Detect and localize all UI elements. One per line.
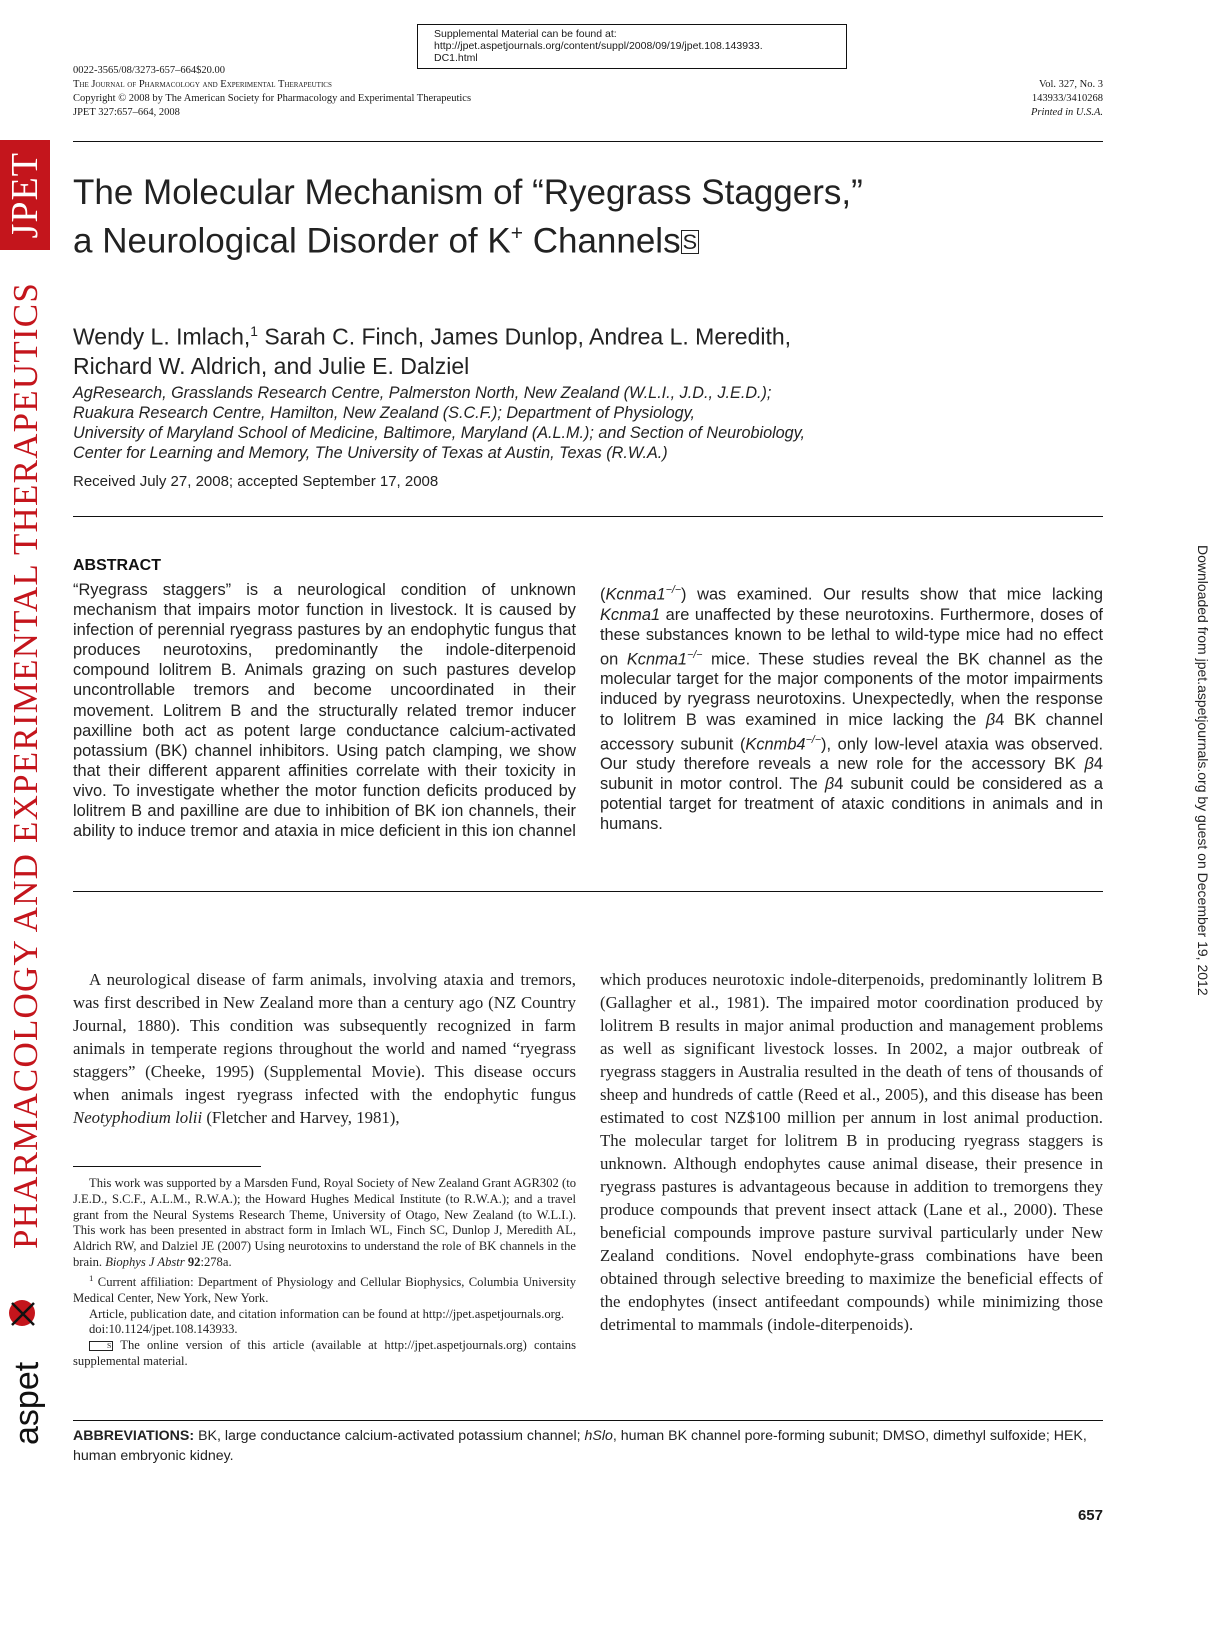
- citation-line: JPET 327:657–664, 2008: [73, 107, 180, 118]
- title-superscript: +: [510, 222, 523, 245]
- footnote-doi: doi:10.1124/jpet.108.143933.: [89, 1322, 238, 1337]
- title-line-2a: a Neurological Disorder of K: [73, 221, 511, 261]
- funding-journal: Biophys J Abstr: [105, 1254, 185, 1269]
- footnote-supplemental: [73, 1338, 576, 1370]
- journal-name-line: The Journal of Pharmacology and Experimental Therapeutics: [73, 79, 332, 90]
- gene-superscript: −/−: [665, 584, 682, 596]
- logo-text: aspet: [8, 1361, 46, 1445]
- authors: [73, 317, 791, 381]
- body-left-text-a: A neurological disease of farm animals, involving ataxia and tremors, was first described in New Zealand more than a century ago (NZ Country Journal, 1880). This condition was subsequently recognized in farm animals in temperate regions throughout the world and named “ryegrass staggers” (Cheeke, 1995) (Supplemental Movie). This disease occurs when animals ingest ryegrass infected with the endophytic fungus: [73, 970, 576, 1104]
- supplemental-s-icon: S: [682, 229, 698, 255]
- hslo-term: hSlo: [584, 1428, 613, 1444]
- jpet-badge: [0, 140, 50, 250]
- jpet-badge-text: JPET: [4, 151, 46, 239]
- abbreviations-rule: [73, 1420, 1103, 1421]
- gene-kcnma1: Kcnma1: [605, 585, 666, 604]
- gene-kcnmb4: Kcnmb4: [745, 735, 806, 754]
- funding-text-a: This work was supported by a Marsden Fund, Royal Society of New Zealand Grant AGR302 (to J.E.D., S.C.F., A.L.M., R.W.A.); the Howard Hughes Medical Institute (to R.W.A.); and a travel grant from the Neural Systems Research Theme, University of Otago, New Zealand (to W.L.I.). This work has been presented in abstract form in Imlach WL, Finch SC, Dunlop J, Meredith AL, Aldrich RW, and Dalziel JE (2007) Using neurotoxins to understand the role of BK channels in the brain.: [73, 1176, 576, 1269]
- footnote-article-info: Article, publication date, and citation information can be found at http://jpet.aspetjournals.org.: [89, 1306, 565, 1321]
- abs-text-b: are unaffected by these neurotoxins. Furthermore, doses of these substances known to be lethal to wild-type mice had no effect on: [600, 605, 1103, 669]
- abs-text-g: 4 subunit could be considered as a potential target for treatment of ataxic conditions in animals and in humans.: [600, 775, 1103, 834]
- authors-line-2: Richard W. Aldrich, and Julie E. Dalziel: [73, 352, 470, 379]
- issn-line: 0022-3565/08/3273-657–664$20.00: [73, 65, 225, 76]
- header-meta-right: [900, 78, 1103, 120]
- body-left-column: [73, 968, 576, 1129]
- footnote-supp-text: The online version of this article (available at http://jpet.aspetjournals.org) contains supplemental material.: [73, 1338, 576, 1368]
- abs-text-d: 4 BK channel accessory subunit (: [600, 710, 1103, 754]
- article-title: [73, 172, 863, 262]
- abbrev-text-a: BK, large conductance calcium-activated potassium channel;: [194, 1428, 585, 1444]
- funding-text-b: :278a.: [200, 1254, 232, 1269]
- authors-rest: Sarah C. Finch, James Dunlop, Andrea L. Meredith,: [257, 323, 792, 350]
- abs-text-e: ), only low-level ataxia was observed. Our study therefore reveals a new role for the accessory BK: [600, 735, 1103, 774]
- received-dates: Received July 27, 2008; accepted September 17, 2008: [73, 473, 439, 490]
- copyright-line: Copyright © 2008 by The American Society for Pharmacology and Experimental Therapeutics: [73, 93, 472, 104]
- aspet-logo: [0, 1285, 52, 1455]
- title-line-2b: Channels: [522, 221, 681, 261]
- volume-line: Vol. 327, No. 3: [1039, 79, 1103, 90]
- abs-text-f: 4 subunit in motor control. The: [600, 755, 1103, 794]
- authors-line-1: [73, 317, 791, 352]
- abbreviations: [73, 1426, 1103, 1466]
- affiliation-line-1: AgResearch, Grasslands Research Centre, Palmerston North, New Zealand (W.L.I., J.D., J.E.D.);: [73, 384, 772, 402]
- abstract-right-column: [600, 580, 1103, 835]
- beta-symbol-2: β: [1084, 755, 1094, 774]
- spine-journal-text: PHARMACOLOGY AND EXPERIMENTAL THERAPEUTICS: [6, 282, 45, 1250]
- abstract-top-rule: [73, 516, 1103, 517]
- beta-symbol: β: [985, 710, 996, 729]
- footnote-1-text: Current affiliation: Department of Physiology and Cellular Biophysics, Columbia University Medical Center, New York, New York.: [73, 1274, 576, 1305]
- spine-journal-title: [5, 256, 47, 1276]
- supplemental-line-1: Supplemental Material can be found at:: [434, 28, 617, 40]
- gene-superscript-3: −/−: [686, 648, 703, 661]
- header-meta-left: [73, 64, 713, 120]
- gene-kcnma1-3: Kcnma1: [626, 650, 687, 669]
- abbrev-text-b: , human BK channel pore-forming subunit; DMSO, dimethyl sulfoxide; HEK, human embryonic kidney.: [73, 1428, 1087, 1464]
- title-line-1: The Molecular Mechanism of “Ryegrass Staggers,”: [73, 173, 863, 212]
- footnote-1-mark: 1: [89, 1272, 94, 1283]
- funding-volume: 92: [184, 1254, 201, 1269]
- printed-line: Printed in U.S.A.: [1030, 107, 1103, 118]
- abstract-heading: ABSTRACT: [73, 557, 161, 574]
- download-notice: [1190, 545, 1216, 1365]
- abs-text-a: ) was examined. Our results show that mice lacking: [681, 585, 1103, 604]
- abbreviations-label: ABBREVIATIONS:: [73, 1428, 195, 1444]
- supplemental-link-end[interactable]: DC1.html: [434, 52, 478, 64]
- abstract-left-column: “Ryegrass staggers” is a neurological condition of unknown mechanism that impairs motor function in livestock. It is caused by infection of perennial ryegrass pastures by an endophytic fungus that produces neurotoxins, predominantly the indole-diterpenoid compound lolitrem B. Animals grazing on such pastures develop uncontrollable tremors and become uncoordinated in their movement. Lolitrem B and the structurally related tremor inducer paxilline both act as potent large conductance calcium-activated potassium (BK) channel inhibitors. Using patch clamping, we show that their different apparent affinities correlate with their toxicity in vivo. To investigate whether the motor function deficits produced by lolitrem B and paxilline are due to inhibition of BK ion channels, their ability to induce tremor and ataxia in mice deficient in this ion channel: [73, 581, 576, 841]
- supplemental-s-icon-footnote: S: [89, 1341, 113, 1351]
- author-footnote-mark: 1: [250, 324, 258, 339]
- header-rule: [73, 141, 1103, 142]
- supplemental-link[interactable]: http://jpet.aspetjournals.org/content/suppl/2008/09/19/jpet.108.143933.: [434, 40, 763, 52]
- affiliations: [73, 383, 805, 463]
- footnote-1: [73, 1271, 576, 1307]
- body-right-column: which produces neurotoxic indole-diterpenoids, predominantly lolitrem B (Gallagher et al., 1981). The impaired motor coordination produced by lolitrem B results in major animal production and management problems as well as significant livestock losses. In 2002, a major outbreak of ryegrass staggers in Australia resulted in the death of tens of thousands of sheep and hundreds of cattle (Reed et al., 2005), and this disease has been estimated to cost NZ$100 million per annum in lost animal production. The molecular target for lolitrem B in producing ryegrass staggers is unknown. Although endophytes cause animal disease, their presence in ryegrass pastures is advantageous because in addition to tremorgens they produce compounds that prevent insect attack (Lane et al., 2000). These beneficial compounds improve pasture survival particularly under New Zealand conditions. Novel endophyte-grass combinations have been obtained through selective breeding to maximize the beneficial effects of the endophytes (insect antifeedant compounds) while minimizing those detrimental to mammals (indole-diterpenoids).: [600, 970, 1103, 1334]
- footnotes: [73, 1176, 576, 1370]
- species-name: Neotyphodium lolii: [73, 1108, 203, 1127]
- footnote-rule: [73, 1166, 261, 1167]
- affiliation-line-4: Center for Learning and Memory, The University of Texas at Austin, Texas (R.W.A.): [73, 444, 668, 462]
- body-left-text-b: (Fletcher and Harvey, 1981),: [202, 1108, 400, 1127]
- author-imlach: Wendy L. Imlach,: [73, 323, 251, 350]
- gene-kcnma1-2: Kcnma1: [600, 605, 661, 624]
- affiliation-line-2: Ruakura Research Centre, Hamilton, New Zealand (S.C.F.); Department of Physiology,: [73, 404, 695, 422]
- article-id-line: 143933/3410268: [1031, 93, 1103, 104]
- gene-superscript-4: −/−: [805, 733, 821, 746]
- beta-symbol-3: β: [824, 775, 835, 794]
- footnote-funding: [73, 1176, 576, 1271]
- title-line-2: [73, 213, 863, 262]
- abstract-bottom-rule: [73, 891, 1103, 892]
- abs-text-c: mice. These studies reveal the BK channel as the molecular target for the major components of the motor impairments induced by ryegrass neurotoxins. Unexpectedly, when the response to lolitrem B was examined in mice lacking the: [600, 650, 1103, 729]
- supplemental-material-box: [417, 24, 847, 69]
- aspet-logo-graphic: [0, 1285, 52, 1455]
- affiliation-line-3: University of Maryland School of Medicine, Baltimore, Maryland (A.L.M.); and Section of Neurobiology,: [73, 424, 806, 442]
- abs-paren: (: [600, 585, 606, 604]
- download-notice-text: Downloaded from jpet.aspetjournals.org by guest on December 19, 2012: [1195, 545, 1211, 996]
- page-number: 657: [1077, 1507, 1103, 1524]
